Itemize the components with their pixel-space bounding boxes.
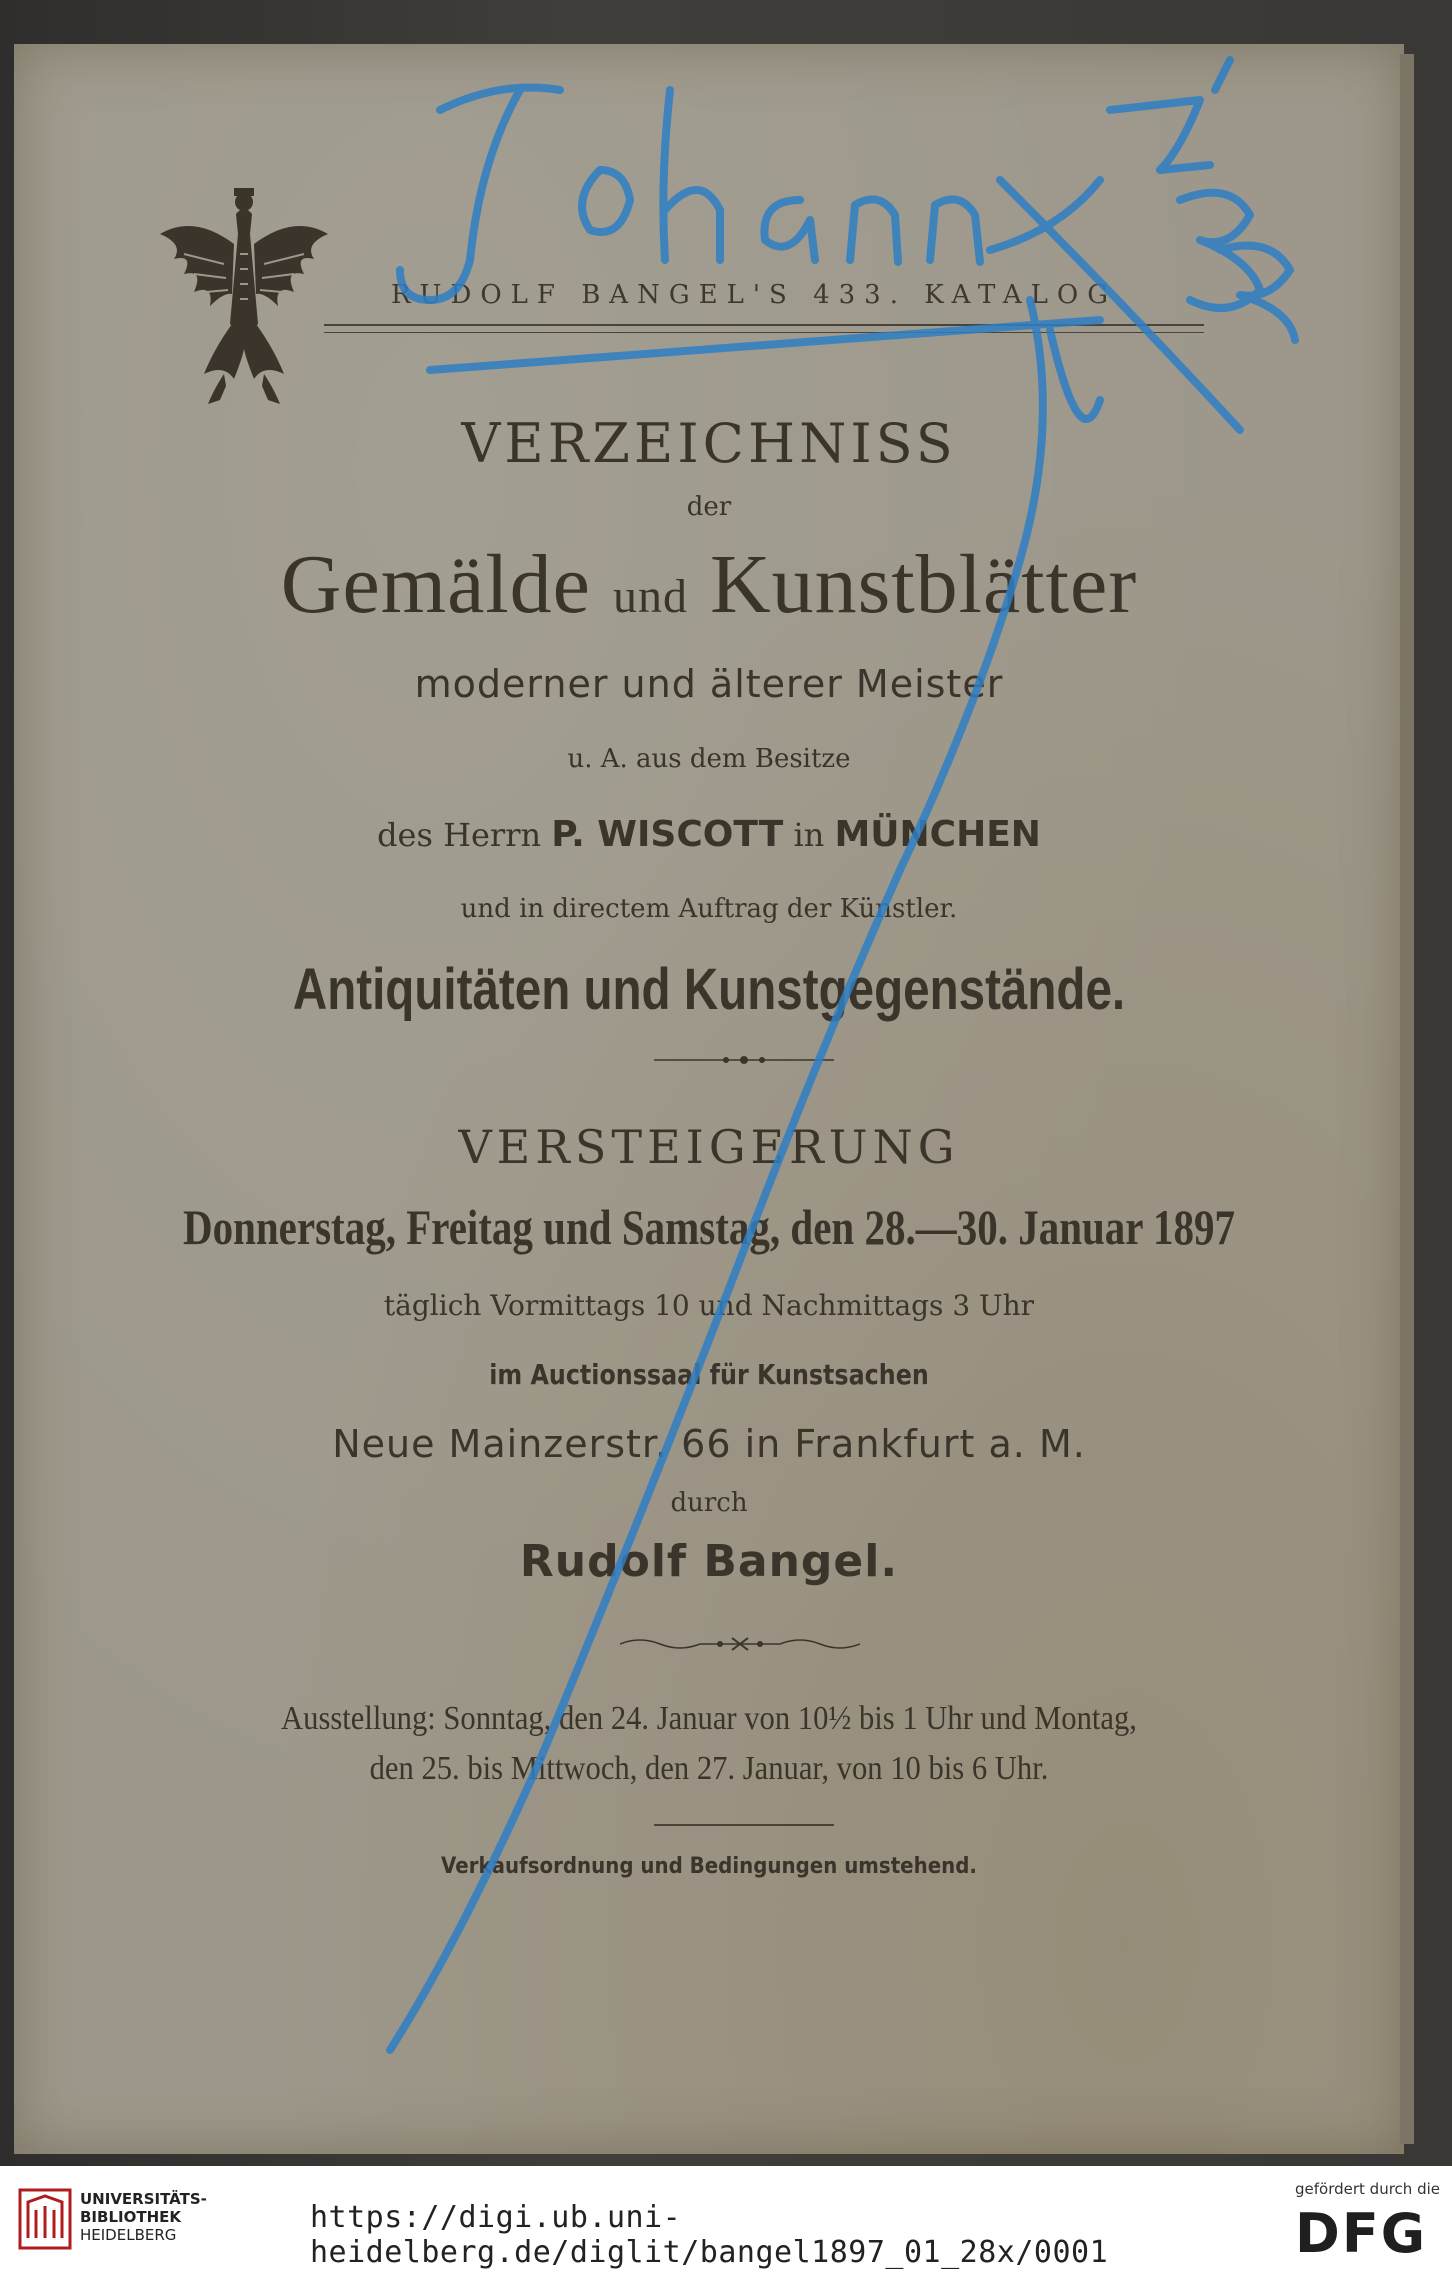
owner-in: in	[793, 816, 825, 854]
subtitle-masters: moderner und älterer Meister	[414, 662, 1004, 706]
commission-line: und in directem Auftrag der Künstler.	[460, 894, 958, 924]
header-rule	[324, 324, 1204, 326]
library-line-2: BIBLIOTHEK	[80, 2208, 181, 2226]
auction-times: täglich Vormittags 10 und Nachmittags 3 Uhr	[383, 1289, 1035, 1322]
title-verzeichniss: VERZEICHNISS	[461, 412, 957, 475]
exhibition-line-1: Ausstellung: Sonntag, den 24. Januar von 10½ bis 1 Uhr und Montag,	[281, 1700, 1137, 1737]
owner-line	[14, 814, 1404, 855]
subtitle-provenance: u. A. aus dem Besitze	[567, 744, 851, 774]
ornament-flourish	[620, 1634, 860, 1654]
catalog-cover-page	[14, 44, 1404, 2154]
owner-prefix: des Herrn	[377, 816, 542, 854]
main-title-und: und	[612, 570, 688, 623]
auctioneer-name: Rudolf Bangel.	[519, 1536, 899, 1587]
catalog-header: RUDOLF BANGEL'S 433. KATALOG	[390, 280, 1118, 310]
auction-dates: Donnerstag, Freitag und Samstag, den 28.—30. Januar 1897	[182, 1199, 1236, 1255]
exhibition-rule	[654, 1824, 834, 1826]
auction-title: VERSTEIGERUNG	[458, 1120, 960, 1174]
auction-address: Neue Mainzerstr. 66 in Frankfurt a. M.	[332, 1422, 1086, 1466]
library-line-3: HEIDELBERG	[80, 2226, 177, 2244]
auction-durch: durch	[670, 1488, 748, 1518]
title-der: der	[686, 492, 732, 522]
library-name	[80, 2190, 207, 2244]
imperial-eagle-emblem	[154, 174, 334, 414]
main-title-gemaelde: Gemälde	[280, 538, 591, 631]
owner-name: P. WISCOTT	[551, 814, 784, 855]
page-edge	[1400, 54, 1414, 2144]
conditions-note: Verkaufsordnung und Bedingungen umstehend.	[441, 1854, 977, 1879]
funded-by-label: gefördert durch die	[1295, 2180, 1440, 2198]
main-title-kunstblaetter: Kunstblätter	[709, 538, 1138, 631]
source-url-link[interactable]: https://digi.ub.uni-heidelberg.de/diglit/bangel1897_01_28x/0001	[310, 2200, 1109, 2270]
university-library-logo-icon	[18, 2188, 72, 2250]
exhibition-line-2: den 25. bis Mittwoch, den 27. Januar, von 10 bis 6 Uhr.	[369, 1750, 1049, 1787]
main-title	[14, 536, 1404, 633]
ornament-divider	[654, 1054, 834, 1066]
dfg-logo: DFG	[1295, 2202, 1428, 2265]
owner-city: MÜNCHEN	[834, 814, 1041, 855]
auction-venue: im Auctionssaal für Kunstsachen	[489, 1358, 929, 1391]
footer-bar	[0, 2166, 1452, 2272]
antiquities-heading: Antiquitäten und Kunstgegenstände.	[292, 957, 1126, 1022]
library-line-1: UNIVERSITÄTS-	[80, 2190, 207, 2208]
header-rule-thin	[324, 332, 1204, 333]
